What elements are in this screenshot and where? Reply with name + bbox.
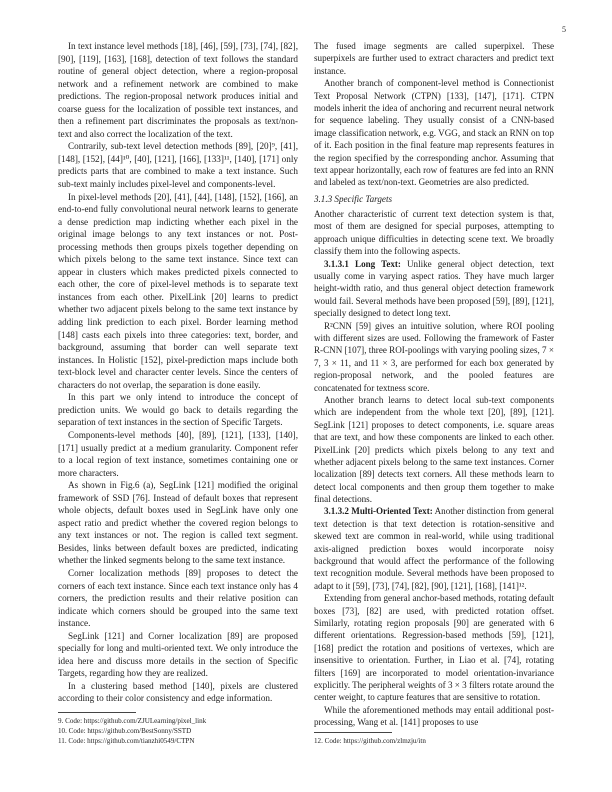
page-number: 5 <box>562 25 566 34</box>
section-heading-specific-targets: 3.1.3 Specific Targets <box>314 193 393 204</box>
footnotes-left <box>58 716 298 746</box>
footnote-9: 9. Code: https://github.com/ZJULearning/pixel_link <box>58 717 207 725</box>
left-column <box>58 40 298 705</box>
subsection-label-long-text: 3.1.3.1 Long Text: <box>324 258 401 269</box>
paragraph-prediction-units: In this part we only intend to introduce the concept of prediction units. We would go back to details regarding the separation of text instances in the section of Specific Targets. <box>58 392 298 428</box>
long-text-body: Unlike general object detection, text usually come in varying aspect ratios. They have much larger height-width ratio, and thus general object detection framework would fail. Several methods have been proposed [59], [89], [121], specially designed to detect long text. <box>314 258 554 319</box>
footnote-10: 10. Code: https://github.com/BestSonny/SSTD <box>58 727 192 735</box>
paragraph-clustering: In a clustering based method [140], pixels are clustered according to their color consistency and edge information. <box>58 680 298 704</box>
paragraph-long-text <box>314 258 554 320</box>
paragraph-specific-targets-intro: Another characteristic of current text detection system is that, most of them are designed for special purposes, attempting to approach unique difficulties in detecting scene text. We broadly classify them into the following aspects. <box>314 209 554 257</box>
paragraph-corner-localization: Corner localization methods [89] proposes to detect the corners of each text instance. Since each text instance only has 4 corners, the prediction results and their relative position can indicate which corners should be grouped into the same text instance. <box>58 567 298 629</box>
paragraph-sub-text-level: Contrarily, sub-text level detection methods [89], [20]⁹, [41], [148], [152], [44]¹⁰, [40], [121], [166], [133]¹¹, [140], [171] only predicts parts that are combined to make a text instance. Such sub-text mainly includes pixel-level and components-level. <box>58 141 298 190</box>
paragraph-seglink: As shown in Fig.6 (a), SegLink [121] modified the original framework of SSD [76]. Instead of default boxes that represent whole objects, default boxes used in SegLink have only one aspect ratio and predict whether the covered region belongs to any text instances or not. The region is called text segment. Besides, links between default boxes are predicted, indicating whether the linked segments belong to the same text instance. <box>58 480 298 566</box>
paragraph-components-level: Components-level methods [40], [89], [121], [133], [140], [171] usually predict at a medium granularity. Component refer to a local region of text instance, sometimes containing one or more characters. <box>58 429 298 478</box>
paragraph-rotating-boxes: Extending from general anchor-based methods, rotating default boxes [73], [82] are used, with predicted rotation offset. Similarly, rotating region proposals [90] are generated with 6 different orientations. Regression-based methods [59], [121], [168] predict the rotation and positions of vertexes, which are insensitive to orientation. Further, in Liao et al. [74], rotating filters [169] are incorporated to model orientation-invariance explicitly. The peripheral weights of 3 × 3 filters rotate around the center weight, to capture features that are sensitive to rotation. <box>314 593 554 703</box>
paragraph-post-processing: While the aforementioned methods may entail additional post-processing, Wang et al. [141] proposes to use <box>314 704 554 728</box>
subsection-label-multi-oriented: 3.1.3.2 Multi-Oriented Text: <box>324 506 433 517</box>
paragraph-multi-oriented <box>314 505 554 592</box>
footnotes-right <box>314 736 554 746</box>
paragraph-ctpn: Another branch of component-level method is Connectionist Text Proposal Network (CTPN) [133], [147], [171]. CTPN models inherit the idea of anchoring and recurrent neural network for sequence labeling. They usually consist of a CNN-based image classification network, e.g. VGG, and stack an RNN on top of it. Each position in the final feature map represents features in the region specified by the corresponding anchor. Assuming that text appear horizontally, each row of features are fed into an RNN and labeled as text/non-text. Geometries are also predicted. <box>314 78 554 188</box>
right-column <box>314 40 554 728</box>
footnote-11: 11. Code: https://github.com/tianzhi0549/CTPN <box>58 737 195 745</box>
multi-oriented-body: Another distinction from general text detection is that text detection is rotation-sensitive and skewed text are common in real-world, while using traditional axis-aligned prediction boxes would incorporate noisy background that would affect the performance of the following text recognition module. Several methods have been proposed to adapt to it [59], [73], [74], [82], [90], [121], [168], [141]¹². <box>314 506 554 591</box>
footnote-12: 12. Code: https://github.com/zlmzju/itn <box>314 737 426 745</box>
footnote-rule-right <box>314 732 392 733</box>
footnote-rule-left <box>58 712 136 713</box>
paragraph-superpixel: The fused image segments are called superpixel. These superpixels are further used to extract characters and predict text instance. <box>314 41 554 76</box>
paragraph-sub-text-components: Another branch learns to detect local sub-text components which are independent from the whole text [20], [89], [121]. SegLink [121] proposes to detect components, i.e. square areas that are text, and how these components are linked to each other. PixelLink [20] predicts which pixels belong to any text and whether adjacent pixels belong to the same text instances. Corner localization [89] detects text corners. All these methods learn to detect local components and then group them together to make final detections. <box>314 394 554 505</box>
paragraph-r2cnn: R²CNN [59] gives an intuitive solution, where ROI pooling with different sizes are used. Following the framework of Faster R-CNN [107], three ROI-poolings with varying pooling sizes, 7 × 7, 3 × 11, and 11 × 3, are performed for each box generated by region-proposal network, and the pooled features are concatenated for textness score. <box>314 320 554 393</box>
paragraph-long-multi-oriented: SegLink [121] and Corner localization [89] are proposed specially for long and multi-oriented text. We only introduce the idea here and discuss more details in the section of Specific Targets, regarding how they are realized. <box>58 630 298 679</box>
paragraph-text-instance-level: In text instance level methods [18], [46], [59], [73], [74], [82], [90], [119], [163], [168], detection of text follows the standard routine of general object detection, where a region-proposal network and a refinement network are combined to make predictions. The region-proposal network produces initial and coarse guess for the localization of possible text instances, and then a refinement part discriminates the proposals as text/non-text and also correct the localization of the text. <box>58 41 298 139</box>
paragraph-pixel-level: In pixel-level methods [20], [41], [44], [148], [152], [166], an end-to-end fully convolutional neural network learns to generate a dense prediction map indicting whether each pixel in the original image belongs to any text instances or not. Post-processing methods then groups pixels together depending on which pixels belong to the same text instance. Since text can appear in clusters which makes predicted pixels connected to each other, the core of pixel-level methods is to separate text instances from each other. PixelLink [20] learns to predict whether two adjacent pixels belong to the same text instance by adding link prediction to each pixel. Border learning method [148] casts each pixels into three categories: text, border, and background, assuming that border can well separate text instances. In Holistic [152], pixel-prediction maps include both text-block level and character center levels. Since the centers of characters do not overlap, the separation is done easily. <box>58 191 298 390</box>
